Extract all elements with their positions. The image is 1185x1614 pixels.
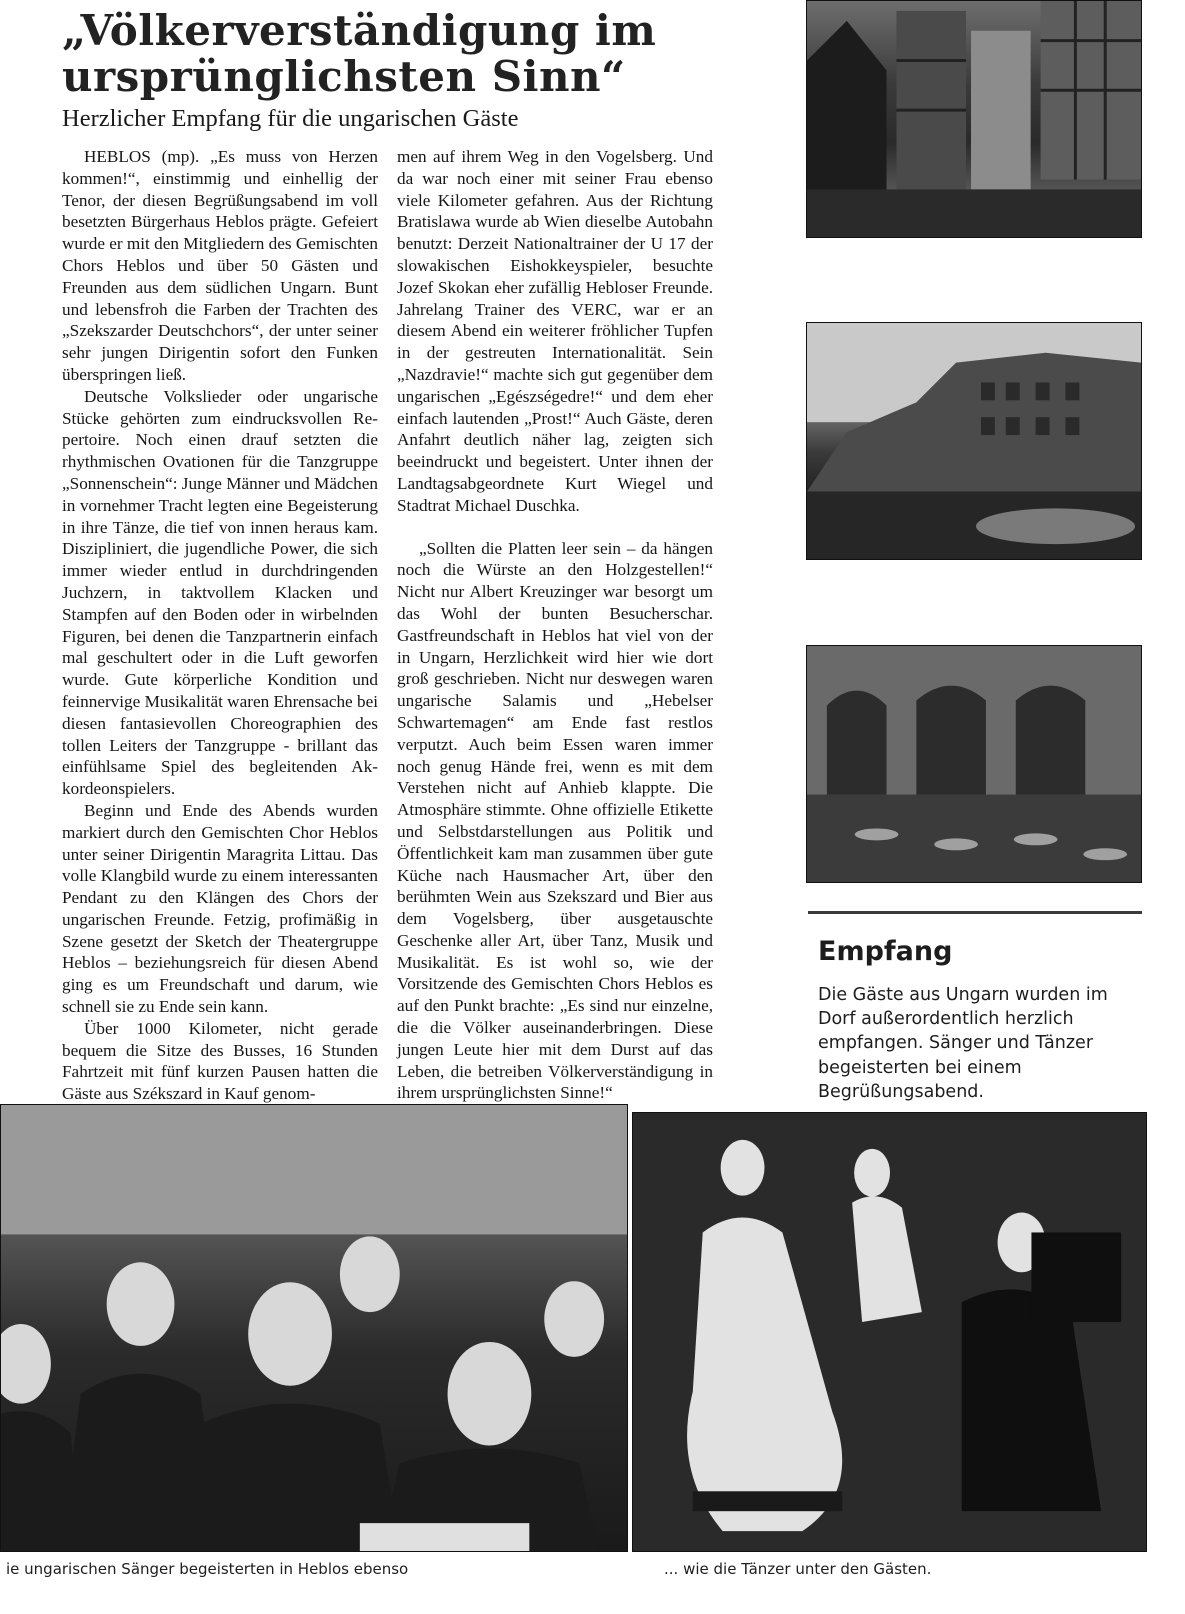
paragraph: HEBLOS (mp). „Es muss von Herzen kommen!“, einstimmig und einhellig der Tenor, der diesen Begrüßungsabend im voll besetzten Bürgerhaus Heblos prägte. Gefeiert wurde er mit den Mitgliedern des Gemischten Chors Heblos und über 50 Gästen und Freunden aus dem südlichen Ungarn. Bunt und lebensfroh die Farben der Trachten des „Szekszarder Deutschchors“, der unter seiner sehr jungen Dirigentin sofort den Funken überspringen ließ.	[62, 147, 378, 384]
photo-singers	[0, 1104, 628, 1552]
headline-line-1: „Völkerverständigung im	[62, 6, 657, 55]
paragraph: men auf ihrem Weg in den Vogelsberg. Und da war noch einer mit seiner Frau ebenso viele Kilometer gefahren. Aus der Richtung Bratislawa wurde ab Wien dieselbe Autobahn benutzt: Derzeit Nationaltrainer der U 17 der slowakischen Eishokkeyspieler, besuchte Jozef Skokan eher zufällig Hebloser Freunde. Jahrelang Trainer des VERC, war er an diesem Abend ein weiterer fröhlicher Tupfen in der gestreuten Internationalität. Sein „Nazdravie!“ machte sich gut gegenüber dem ungarischen „Egészségedre!“ und dem eher einfach lautenden „Prost!“ Auch Gäste, deren Anfahrt deutlich näher lag, zeigten sich beeindruckt und begeistert. Unter ihnen der Landtagsabgeordnete Kurt Wiegel und Stadtrat Michael Duschka.	[397, 147, 713, 515]
photo-dancers	[632, 1112, 1147, 1552]
caption-singers: ie ungarischen Sänger begeisterten in Heblos ebenso	[6, 1560, 409, 1578]
paragraph: Deutsche Volkslieder oder ungarische Stücke gehörten zum eindrucksvollen Repertoire. Noch einen drauf setzten die rhythmischen Ovationen für die Tanzgruppe „Sonnenschein“: Junge Männer und Mädchen in vornehmer Tracht legten eine Begeisterung in ihre Tänze, die tief von innen heraus kam. Diszipliniert, die jugendliche Power, die sich immer wieder entlud in durchdringenden Juchzern, in taktvollem Klacken und Stampfen auf den Boden oder in wirbelnden Figuren, bei denen die Tanzpartnerin einfach mal geschultert oder in die Luft geworfen wurde. Gute körperliche Kondition und feinnervige Musikalität waren Ehrensache bei diesen fantasievollen Choreographien des tollen Leiters der Tanzgruppe - brillant das einfühlsame Spiel des begleitenden Akkordeonspielers.	[62, 386, 378, 799]
subheadline: Herzlicher Empfang für die ungarischen Gäste	[62, 105, 519, 132]
info-box-title: Empfang	[818, 936, 953, 967]
headline	[62, 8, 762, 100]
article-column-2	[397, 146, 713, 1104]
paragraph: „Sollten die Platten leer sein – da hängen noch die Würste an den Holzgestellen!“ Nicht nur Albert Kreuzinger war besorgt um das Wohl der bunten Besucherschar. Gastfreundschaft in Heblos hat viel von der in Ungarn, Herzlichkeit wird hier wie dort groß geschrieben. Nicht nur deswegen waren ungarische Salamis und „Hebelser Schwartemagen“ am Ende fast restlos verputzt. Auch beim Essen waren immer noch genug Hände frei, wenn es mit dem Verstehen nicht auf Anhieb klappte. Die Atmosphäre stimmte. Ohne offizielle Etikette und Selbstdarstellungen aus Politik und Öffentlichkeit kam man zusammen über gute Küche nach Hausmacher Art, über den berühmten Wein aus Szekszard und Bier aus dem Vogelsberg, über ausgetauschte Geschenke aller Art, über Tanz, Musik und Musikalität. Es ist wohl so, wie der Vorsitzende des Gemischten Chors Heblos es auf den Punkt brachte: „Es sind nur einzelne, die die Völker auseinanderbringen. Diese jungen Leute hier mit dem Durst auf das Leben, die betreiben Völkerverständigung in ihrem ursprünglichsten Sinne!“	[397, 538, 713, 1103]
paragraph: Beginn und Ende des Abends wurden markiert durch den Gemischten Chor Heblos unter seiner Dirigentin Maragrita Littau. Das volle Klangbild wurde zu einem interessanten Pendant zu den Klängen des Chors der ungarischen Freunde. Fetzig, profimäßig in Szene gesetzt der Sketch der Theatergruppe Heblos – beziehungsreich für diesen Abend ging es um Freundschaft und darum, wie schnell sie zu Ende sein kann.	[62, 800, 378, 1017]
info-box-text: Die Gäste aus Ungarn wurden im Dorf außerordentlich herzlich empfangen. Sänger und Tänzer begeisterten bei einem Begrüßungsabend.	[818, 985, 1108, 1102]
photo-cafe-terrace	[806, 645, 1142, 883]
caption-dancers: ... wie die Tänzer unter den Gästen.	[664, 1560, 932, 1578]
divider	[808, 911, 1142, 914]
photo-street-timbered-houses	[806, 0, 1142, 238]
article-column-1	[62, 146, 378, 1105]
headline-line-2: ursprünglichsten Sinn“	[62, 52, 626, 101]
photo-street-market	[806, 322, 1142, 560]
paragraph: Über 1000 Kilometer, nicht gerade bequem die Sitze des Busses, 16 Stunden Fahrtzeit mit fünf kurzen Pausen hatten die Gäste aus Székszard in Kauf genom-	[62, 1018, 378, 1104]
